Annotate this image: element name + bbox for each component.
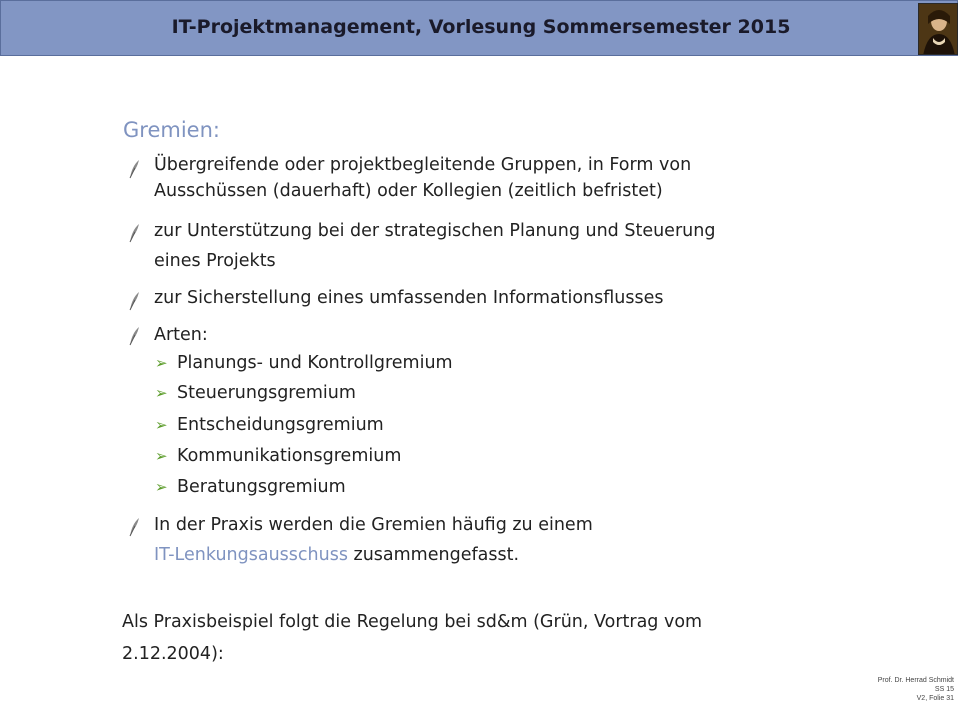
closing-line: Als Praxisbeispiel folgt die Regelung bei sd&m (Grün, Vortrag vom: [122, 612, 703, 632]
footer: [820, 676, 954, 703]
arrow-bullet-icon: ➢: [155, 384, 168, 402]
bullet-text: Arten:: [154, 325, 208, 345]
highlight-term: IT-Lenkungsausschuss: [154, 545, 348, 565]
feather-bullet-icon: [127, 290, 141, 312]
portrait-image: [918, 3, 958, 55]
feather-bullet-icon: [127, 516, 141, 538]
sub-list-item: ➢ Kommunikationsgremium: [155, 441, 401, 471]
bullet-text: In der Praxis werden die Gremien häufig zu einem: [154, 515, 593, 535]
bullet-text: zur Unterstützung bei der strategischen Planung und Steuerung: [154, 221, 716, 241]
bullet-text: eines Projekts: [154, 251, 276, 271]
arrow-bullet-icon: ➢: [155, 478, 168, 496]
feather-bullet-icon: [127, 222, 141, 244]
feather-bullet-icon: [127, 325, 141, 347]
sub-list-item: ➢ Steuerungsgremium: [155, 378, 356, 408]
closing-line: 2.12.2004):: [122, 644, 224, 664]
bullet-text: zur Sicherstellung eines umfassenden Informationsflusses: [154, 288, 664, 308]
page-title: IT-Projektmanagement, Vorlesung Sommersemester 2015: [171, 16, 791, 38]
bullet-text: Ausschüssen (dauerhaft) oder Kollegien (zeitlich befristet): [154, 181, 663, 201]
footer-slide-number: V2, Folie 31: [916, 695, 954, 702]
arrow-bullet-icon: ➢: [155, 416, 168, 434]
arrow-bullet-icon: ➢: [155, 447, 168, 465]
bullet-text: IT-Lenkungsausschuss zusammengefasst.: [154, 545, 520, 565]
feather-bullet-icon: [127, 158, 141, 180]
section-title: Gremien:: [123, 118, 220, 142]
sub-list-item: ➢ Beratungsgremium: [155, 472, 346, 502]
bullet-text: Übergreifende oder projektbegleitende Gruppen, in Form von: [154, 155, 692, 175]
arrow-bullet-icon: ➢: [155, 354, 168, 372]
sub-list-item: ➢ Planungs- und Kontrollgremium: [155, 348, 453, 378]
footer-semester: SS 15: [934, 686, 954, 693]
footer-author: Prof. Dr. Herrad Schmidt: [877, 677, 954, 684]
sub-list-item: ➢ Entscheidungsgremium: [155, 410, 384, 440]
header-bar: [0, 0, 958, 56]
closing-paragraph: [122, 606, 702, 670]
